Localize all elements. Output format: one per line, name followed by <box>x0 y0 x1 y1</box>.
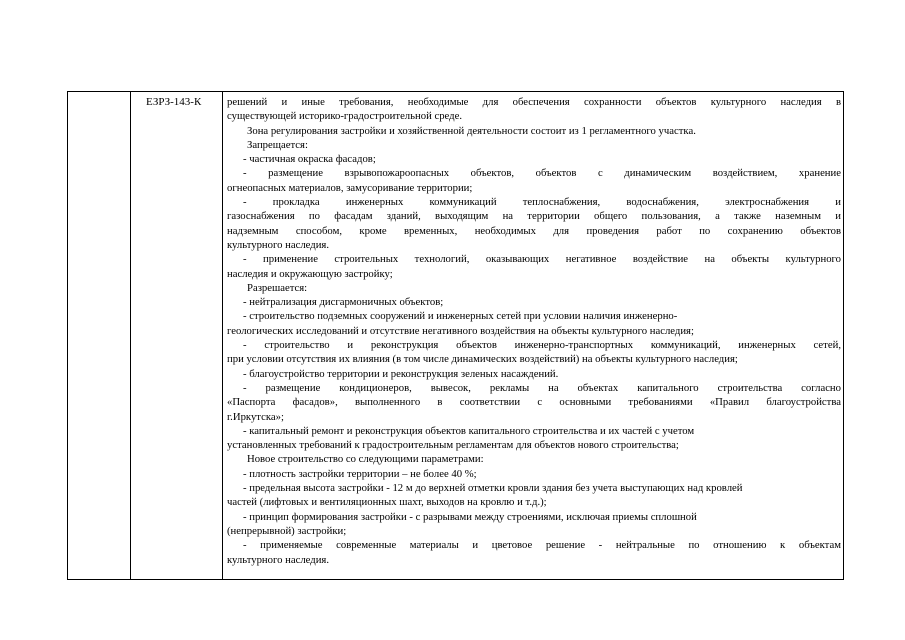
text-line: - размещение кондиционеров, вывесок, рекламы на объектах капитального строительства согласно <box>243 381 841 394</box>
text-line: - прокладка инженерных коммуникаций теплоснабжения, водоснабжения, электроснабжения и <box>243 196 841 209</box>
text-line: Разрешается: <box>247 281 308 294</box>
text-line: - плотность застройки территории – не более 40 %; <box>243 467 477 480</box>
text-line: огнеопасных материалов, замусоривание территории; <box>227 181 473 194</box>
text-line: установленных требований к градостроительным регламентам для объектов нового строительства; <box>227 439 679 452</box>
text-line: - размещение взрывопожароопасных объектов, объектов с динамическим воздействием, хранение <box>243 167 841 180</box>
text-line: Запрещается: <box>247 138 308 151</box>
text-line: газоснабжения по фасадам зданий, выходящим на территории общего пользования, а также наземным и <box>227 210 841 223</box>
text-line: культурного наследия. <box>227 553 330 566</box>
text-line: - принцип формирования застройки - с разрывами между строениями, исключая приемы сплошной <box>243 510 697 523</box>
text-line: - применение строительных технологий, оказывающих негативное воздействие на объекты культурного <box>243 253 841 266</box>
text-line: - строительство и реконструкция объектов инженерно-транспортных коммуникаций, инженерных сетей, <box>243 339 841 352</box>
text-line: культурного наследия. <box>227 238 330 251</box>
regulation-table <box>67 91 844 580</box>
text-line: частей (лифтовых и вентиляционных шахт, выходов на кровлю и т.д.); <box>227 496 547 509</box>
text-line: - предельная высота застройки - 12 м до верхней отметки кровли здания без учета выступающих над кровлей <box>243 482 743 495</box>
column-divider-1 <box>130 92 131 579</box>
text-line: геологических исследований и отсутствие негативного воздействия на объекты культурного наследия; <box>227 324 694 337</box>
column-divider-2 <box>222 92 223 579</box>
text-line: существующей историко-градостроительной среде. <box>227 110 463 123</box>
text-line: наследия и окружающую застройку; <box>227 267 393 280</box>
text-line: при условии отсутствия их влияния (в том числе динамических воздействий) на объекты культурного наследия; <box>227 353 738 366</box>
text-line: (непрерывной) застройки; <box>227 524 347 537</box>
text-line: - частичная окраска фасадов; <box>243 153 376 166</box>
text-line: «Паспорта фасадов», выполненного в соответствии с основными требованиями «Правил благоустройства <box>227 396 841 409</box>
text-line: - применяемые современные материалы и цветовое решение - нейтральные по отношению к объектам <box>243 539 841 552</box>
regulation-text <box>227 95 841 567</box>
zone-code: ЕЗРЗ-143-К <box>146 96 202 108</box>
text-line: Новое строительство со следующими параметрами: <box>247 453 484 466</box>
text-line: - капитальный ремонт и реконструкция объектов капитального строительства и их частей с учетом <box>243 424 695 437</box>
text-line: - нейтрализация дисгармоничных объектов; <box>243 296 444 309</box>
text-line: - строительство подземных сооружений и инженерных сетей при условии наличия инженерно- <box>243 310 678 323</box>
text-line: г.Иркутска»; <box>227 410 284 423</box>
text-line: решений и иные требования, необходимые для обеспечения сохранности объектов культурного наследия в <box>227 96 841 108</box>
text-line: - благоустройство территории и реконструкция зеленых насаждений. <box>243 367 559 380</box>
text-line: надземным способом, кроме временных, необходимых для проведения работ по сохранению объектов <box>227 224 841 237</box>
text-line: Зона регулирования застройки и хозяйственной деятельности состоит из 1 регламентного участка. <box>247 124 696 137</box>
